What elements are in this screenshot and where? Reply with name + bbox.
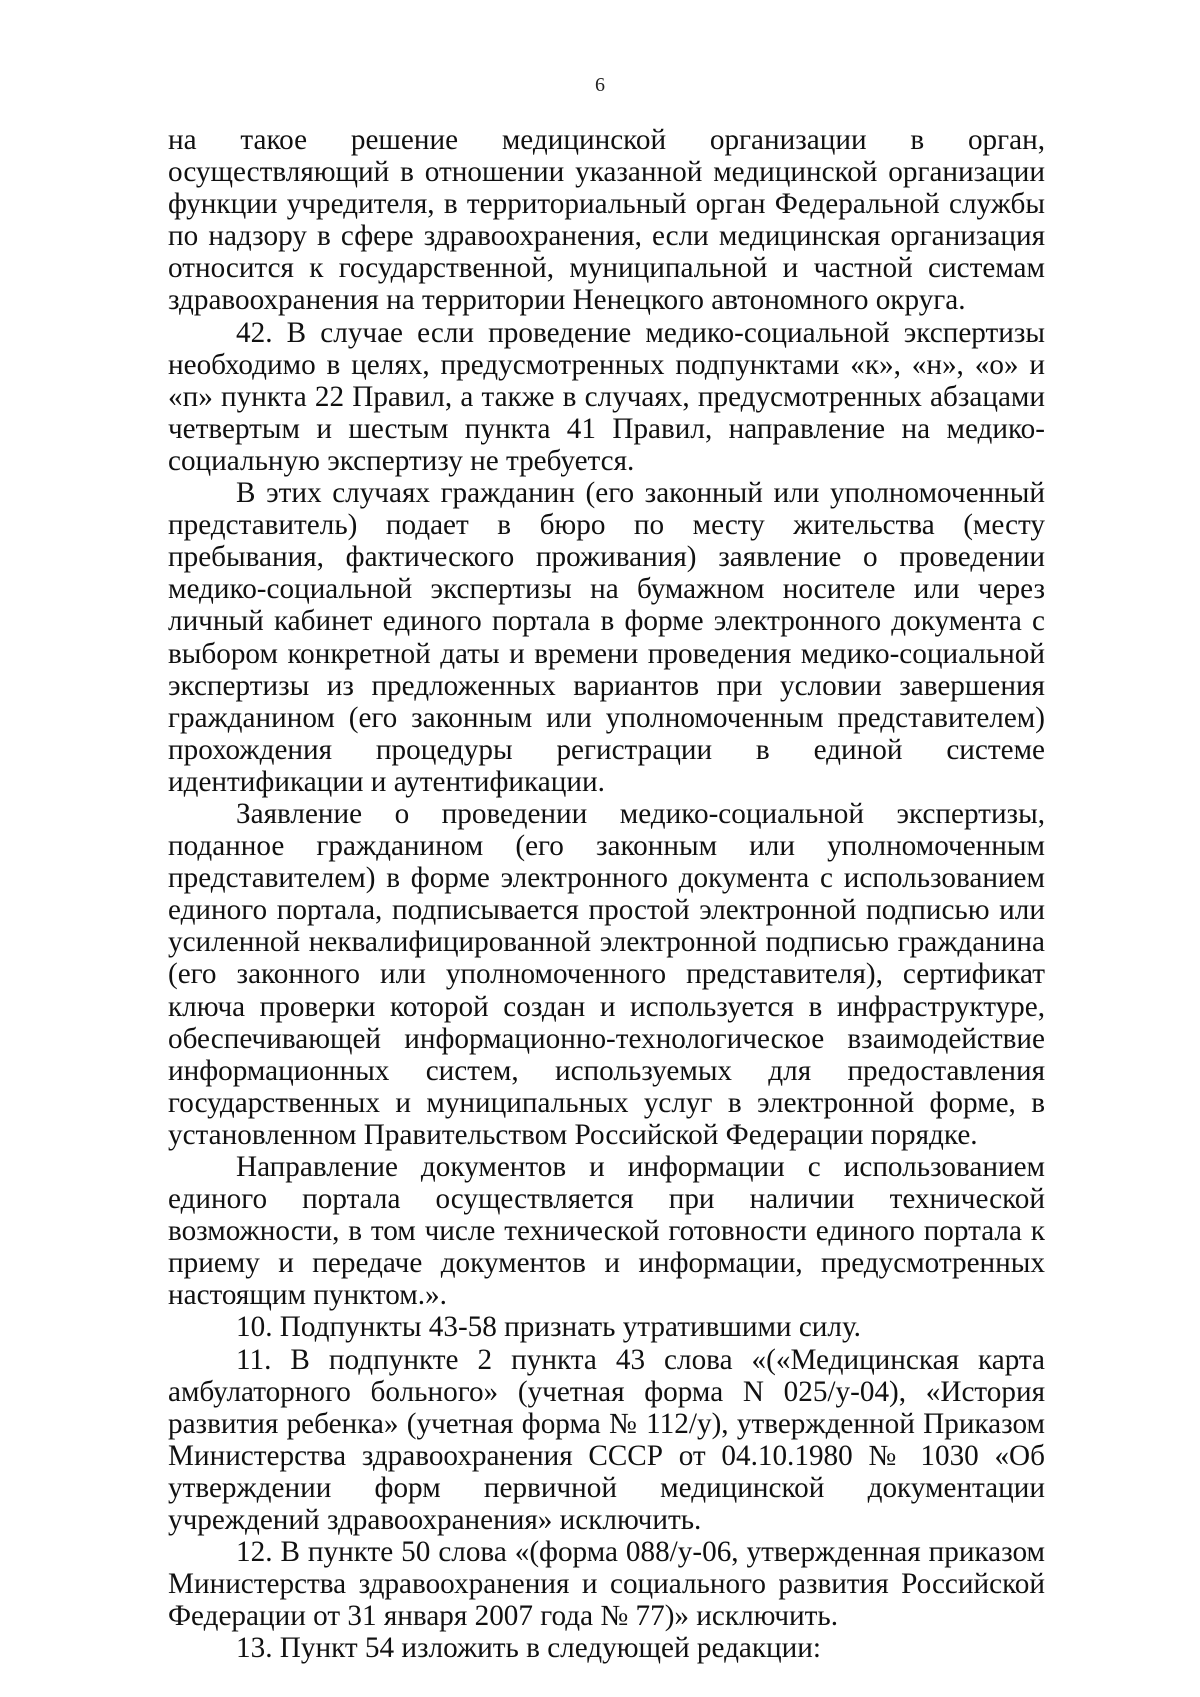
paragraph-item-13: 13. Пункт 54 изложить в следующей редакции: xyxy=(236,1632,822,1665)
document-body xyxy=(168,124,1045,1665)
paragraph-application-procedure: В этих случаях гражданин (его законный или уполномоченный представитель) подает в бюро по месту жительства (месту пребывания, фактического проживания) заявление о проведении медико-социальной экспертизы на бумажном носителе или через личный кабинет единого портала в форме электронного документа с выбором конкретной даты и времени проведения медико-социальной экспертизы из предложенных вариантов при условии завершения гражданином (его законным или уполномоченным представителем) прохождения процедуры регистрации в единой системе идентификации и аутентификации. xyxy=(168,477,1045,798)
paragraph-item-12: 12. В пункте 50 слова «(форма 088/у-06, утвержденная приказом Министерства здравоохранения и социального развития Российской Федерации от 31 января 2007 года № 77)» исключить. xyxy=(168,1536,1045,1633)
paragraph-item-10: 10. Подпункты 43-58 признать утратившими силу. xyxy=(236,1311,861,1344)
paragraph-continuation: на такое решение медицинской организации в орган, осуществляющий в отношении указанной медицинской организации функции учредителя, в территориальный орган Федеральной службы по надзору в сфере здравоохранения, если медицинская организация относится к государственной, муниципальной и частной системам здравоохранения на территории Ненецкого автономного округа. xyxy=(168,124,1045,317)
paragraph-item-42: 42. В случае если проведение медико-социальной экспертизы необходимо в целях, предусмотренных подпунктами «к», «н», «о» и «п» пункта 22 Правил, а также в случаях, предусмотренных абзацами четвертым и шестым пункта 41 Правил, направление на медико-социальную экспертизу не требуется. xyxy=(168,316,1045,477)
paragraph-electronic-signature: Заявление о проведении медико-социальной экспертизы, поданное гражданином (его законным или уполномоченным представителем) в форме электронного документа с использованием единого портала, подписывается простой электронной подписью или усиленной неквалифицированной электронной подписью гражданина (его законного или уполномоченного представителя), сертификат ключа проверки которой создан и используется в инфраструктуре, обеспечивающей информационно-технологическое взаимодействие информационных систем, используемых для предоставления государственных и муниципальных услуг в электронной форме, в установленном Правительством Российской Федерации порядке. xyxy=(168,797,1045,1151)
paragraph-item-11: 11. В подпункте 2 пункта 43 слова «(«Медицинская карта амбулаторного больного» (учетная форма N 025/у-04), «История развития ребенка» (учетная форма № 112/у), утвержденной Приказом Министерства здравоохранения СССР от 04.10.1980 № 1030 «Об утверждении форм первичной медицинской документации учреждений здравоохранения» исключить. xyxy=(168,1343,1045,1537)
page-number: 6 xyxy=(595,74,605,96)
paragraph-portal-documents: Направление документов и информации с использованием единого портала осуществляется при наличии технической возможности, в том числе технической готовности единого портала к приему и передаче документов и информации, предусмотренных настоящим пунктом.». xyxy=(168,1151,1045,1312)
